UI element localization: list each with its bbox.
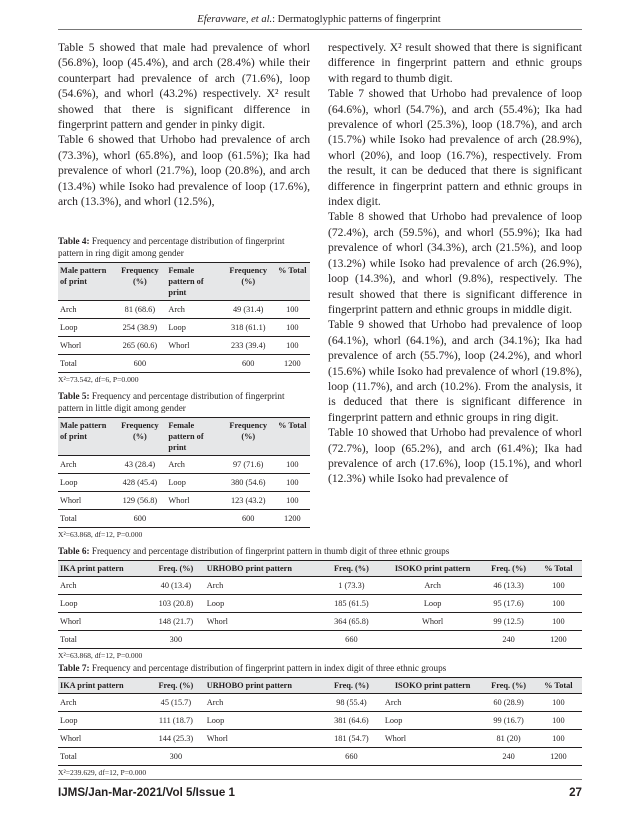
right-column-text — [328, 40, 582, 487]
table-row: Whorl 265 (60.6) Whorl 233 (39.4) 100 — [58, 337, 310, 355]
column-header: URHOBO print pattern — [206, 564, 292, 573]
column-header: Frequency (%) — [229, 421, 268, 441]
table-row: Total 300 660 240 1200 — [58, 631, 582, 649]
column-header: IKA print pattern — [60, 681, 124, 690]
table-caption: Table 7: Frequency and percentage distribution of fingerprint pattern in index digit of three ethnic groups — [58, 663, 447, 673]
column-header: Frequency (%) — [121, 421, 159, 441]
table-5 — [58, 390, 310, 539]
column-header: Freq. (%) — [491, 681, 527, 690]
data-table — [58, 417, 310, 528]
table-note: X²=63.868, df=12, P=0.000 — [58, 530, 143, 539]
table-note: X²=73.542, df=6, P=0.000 — [58, 375, 139, 384]
column-header: IKA print pattern — [60, 564, 124, 573]
table-caption: Table 4: Frequency and percentage distribution of fingerprint pattern in ring digit among gender — [58, 236, 285, 258]
table-4 — [58, 235, 310, 384]
paragraph: Table 8 showed that Urhobo had prevalence of loop (72.4%), arch (59.5%), and whorl (55.9%); Ika had prevalence of whorl (34.3%), arch (21.5%), and loop (13.2%) while Isoko had prevalence of arch (26.9%), loop (14.3%), and whorl (9.8%), respectively. The result showed that there is significant difference in fingerprint pattern and ethnic groups in middle digit. — [328, 210, 582, 316]
paragraph: respectively. X² result showed that there is significant difference in fingerprint pattern and ethnic groups with regard to thumb digit. — [328, 41, 582, 85]
data-table — [58, 677, 582, 766]
table-row: Whorl 148 (21.7) Whorl 364 (65.8) Whorl 99 (12.5) 100 — [58, 613, 582, 631]
column-header: Freq. (%) — [491, 564, 527, 573]
table-6 — [58, 545, 582, 660]
paragraph: Table 9 showed that Urhobo had prevalence of loop (64.1%), whorl (64.1%), and arch (34.1%); Ika had prevalence of arch (55.7%), loop (24.2%), and whorl (15.6%) while Isoko had prevalence of whorl (19.8%), loop (11.7%), and arch (10.2%). From the analysis, it is deduced that there is significant difference in fingerprint pattern and ethnic groups in ring digit. — [328, 318, 582, 424]
paragraph: Table 7 showed that Urhobo had prevalence of loop (64.6%), whorl (54.7%), and arch (55.4%); Ika had prevalence of whorl (25.3%), loop (18.7%), and arch (15.7%) while Isoko had prevalence of arch (28.9%), whorl (20%), and loop (16.7%), respectively. From the result, it can be deduced that there is significant difference in fingerprint pattern and ethnic groups in index digit. — [328, 87, 582, 209]
column-header: URHOBO print pattern — [206, 681, 292, 690]
header-rule — [58, 29, 582, 30]
page-number: 27 — [569, 786, 582, 799]
table-row: Arch 43 (28.4) Arch 97 (71.6) 100 — [58, 456, 310, 474]
footer-rule — [58, 779, 582, 780]
table-row: Loop 111 (18.7) Loop 381 (64.6) Loop 99 (16.7) 100 — [58, 712, 582, 730]
column-header: ISOKO print pattern — [394, 681, 471, 690]
table-row: Total 600 600 1200 — [58, 510, 310, 528]
column-header: Freq. (%) — [158, 681, 194, 690]
paragraph: Table 5 showed that male had prevalence of whorl (56.8%), loop (45.4%), and arch (28.4%) while their counterpart had prevalence of arch (71.6%), loop (54.6%), and whorl (43.2%) respectively. X² result showed that there is significant difference in fingerprint pattern and gender in pinky digit. — [58, 41, 310, 132]
column-header: % Total — [278, 266, 307, 275]
header-authors: Eferavware, et al. — [197, 14, 273, 25]
left-column-text — [58, 40, 310, 209]
data-table — [58, 262, 310, 373]
column-header: Frequency (%) — [121, 266, 159, 286]
table-caption: Table 5: Frequency and percentage distribution of fingerprint pattern in little digit among gender — [58, 391, 285, 413]
table-row: Arch 40 (13.4) Arch 1 (73.3) Arch 46 (13.3) 100 — [58, 577, 582, 595]
paragraph: Table 6 showed that Urhobo had prevalence of arch (73.3%), whorl (65.8%), and loop (61.5%); Ika had prevalence of whorl (21.7%), loop (20.8%), and arch (13.4%) while Isoko had prevalence of loop (17.6%), arch (13.3%), and whorl (12.5%), — [58, 133, 310, 209]
table-row: Arch 45 (15.7) Arch 98 (55.4) Arch 60 (28.9) 100 — [58, 694, 582, 712]
column-header: % Total — [544, 564, 573, 573]
column-header: Male pattern of print — [60, 266, 107, 286]
column-header: % Total — [278, 421, 307, 430]
table-row: Whorl 129 (56.8) Whorl 123 (43.2) 100 — [58, 492, 310, 510]
table-row: Loop 428 (45.4) Loop 380 (54.6) 100 — [58, 474, 310, 492]
column-header: Freq. (%) — [333, 681, 369, 690]
header-title: : Dermatoglyphic patterns of fingerprint — [272, 14, 441, 25]
column-header: Female pattern of print — [168, 421, 204, 452]
paragraph: Table 10 showed that Urhobo had prevalence of whorl (72.7%), loop (65.2%), and arch (61.4%); Ika had prevalence of arch (17.6%), loop (15.1%), and whorl (12.3%) while Isoko had prevalence of — [328, 426, 582, 486]
table-7 — [58, 662, 582, 777]
column-header: Freq. (%) — [158, 564, 194, 573]
column-header: Male pattern of print — [60, 421, 107, 441]
data-table — [58, 560, 582, 649]
table-row: Loop 254 (38.9) Loop 318 (61.1) 100 — [58, 319, 310, 337]
column-header: % Total — [544, 681, 573, 690]
table-note: X²=63.868, df=12, P=0.000 — [58, 651, 143, 660]
running-header — [0, 14, 638, 25]
table-row: Total 300 660 240 1200 — [58, 748, 582, 766]
column-header: Freq. (%) — [333, 564, 369, 573]
table-caption: Table 6: Frequency and percentage distribution of fingerprint pattern in thumb digit of three ethnic groups — [58, 546, 450, 556]
column-header: Frequency (%) — [229, 266, 268, 286]
table-row: Whorl 144 (25.3) Whorl 181 (54.7) Whorl 81 (20) 100 — [58, 730, 582, 748]
journal-citation: IJMS/Jan-Mar-2021/Vol 5/Issue 1 — [58, 786, 235, 799]
column-header: ISOKO print pattern — [394, 564, 471, 573]
table-note: X²=239.629, df=12, P=0.000 — [58, 768, 147, 777]
column-header: Female pattern of print — [168, 266, 204, 297]
table-row: Arch 81 (68.6) Arch 49 (31.4) 100 — [58, 301, 310, 319]
table-row: Total 600 600 1200 — [58, 355, 310, 373]
table-row: Loop 103 (20.8) Loop 185 (61.5) Loop 95 (17.6) 100 — [58, 595, 582, 613]
